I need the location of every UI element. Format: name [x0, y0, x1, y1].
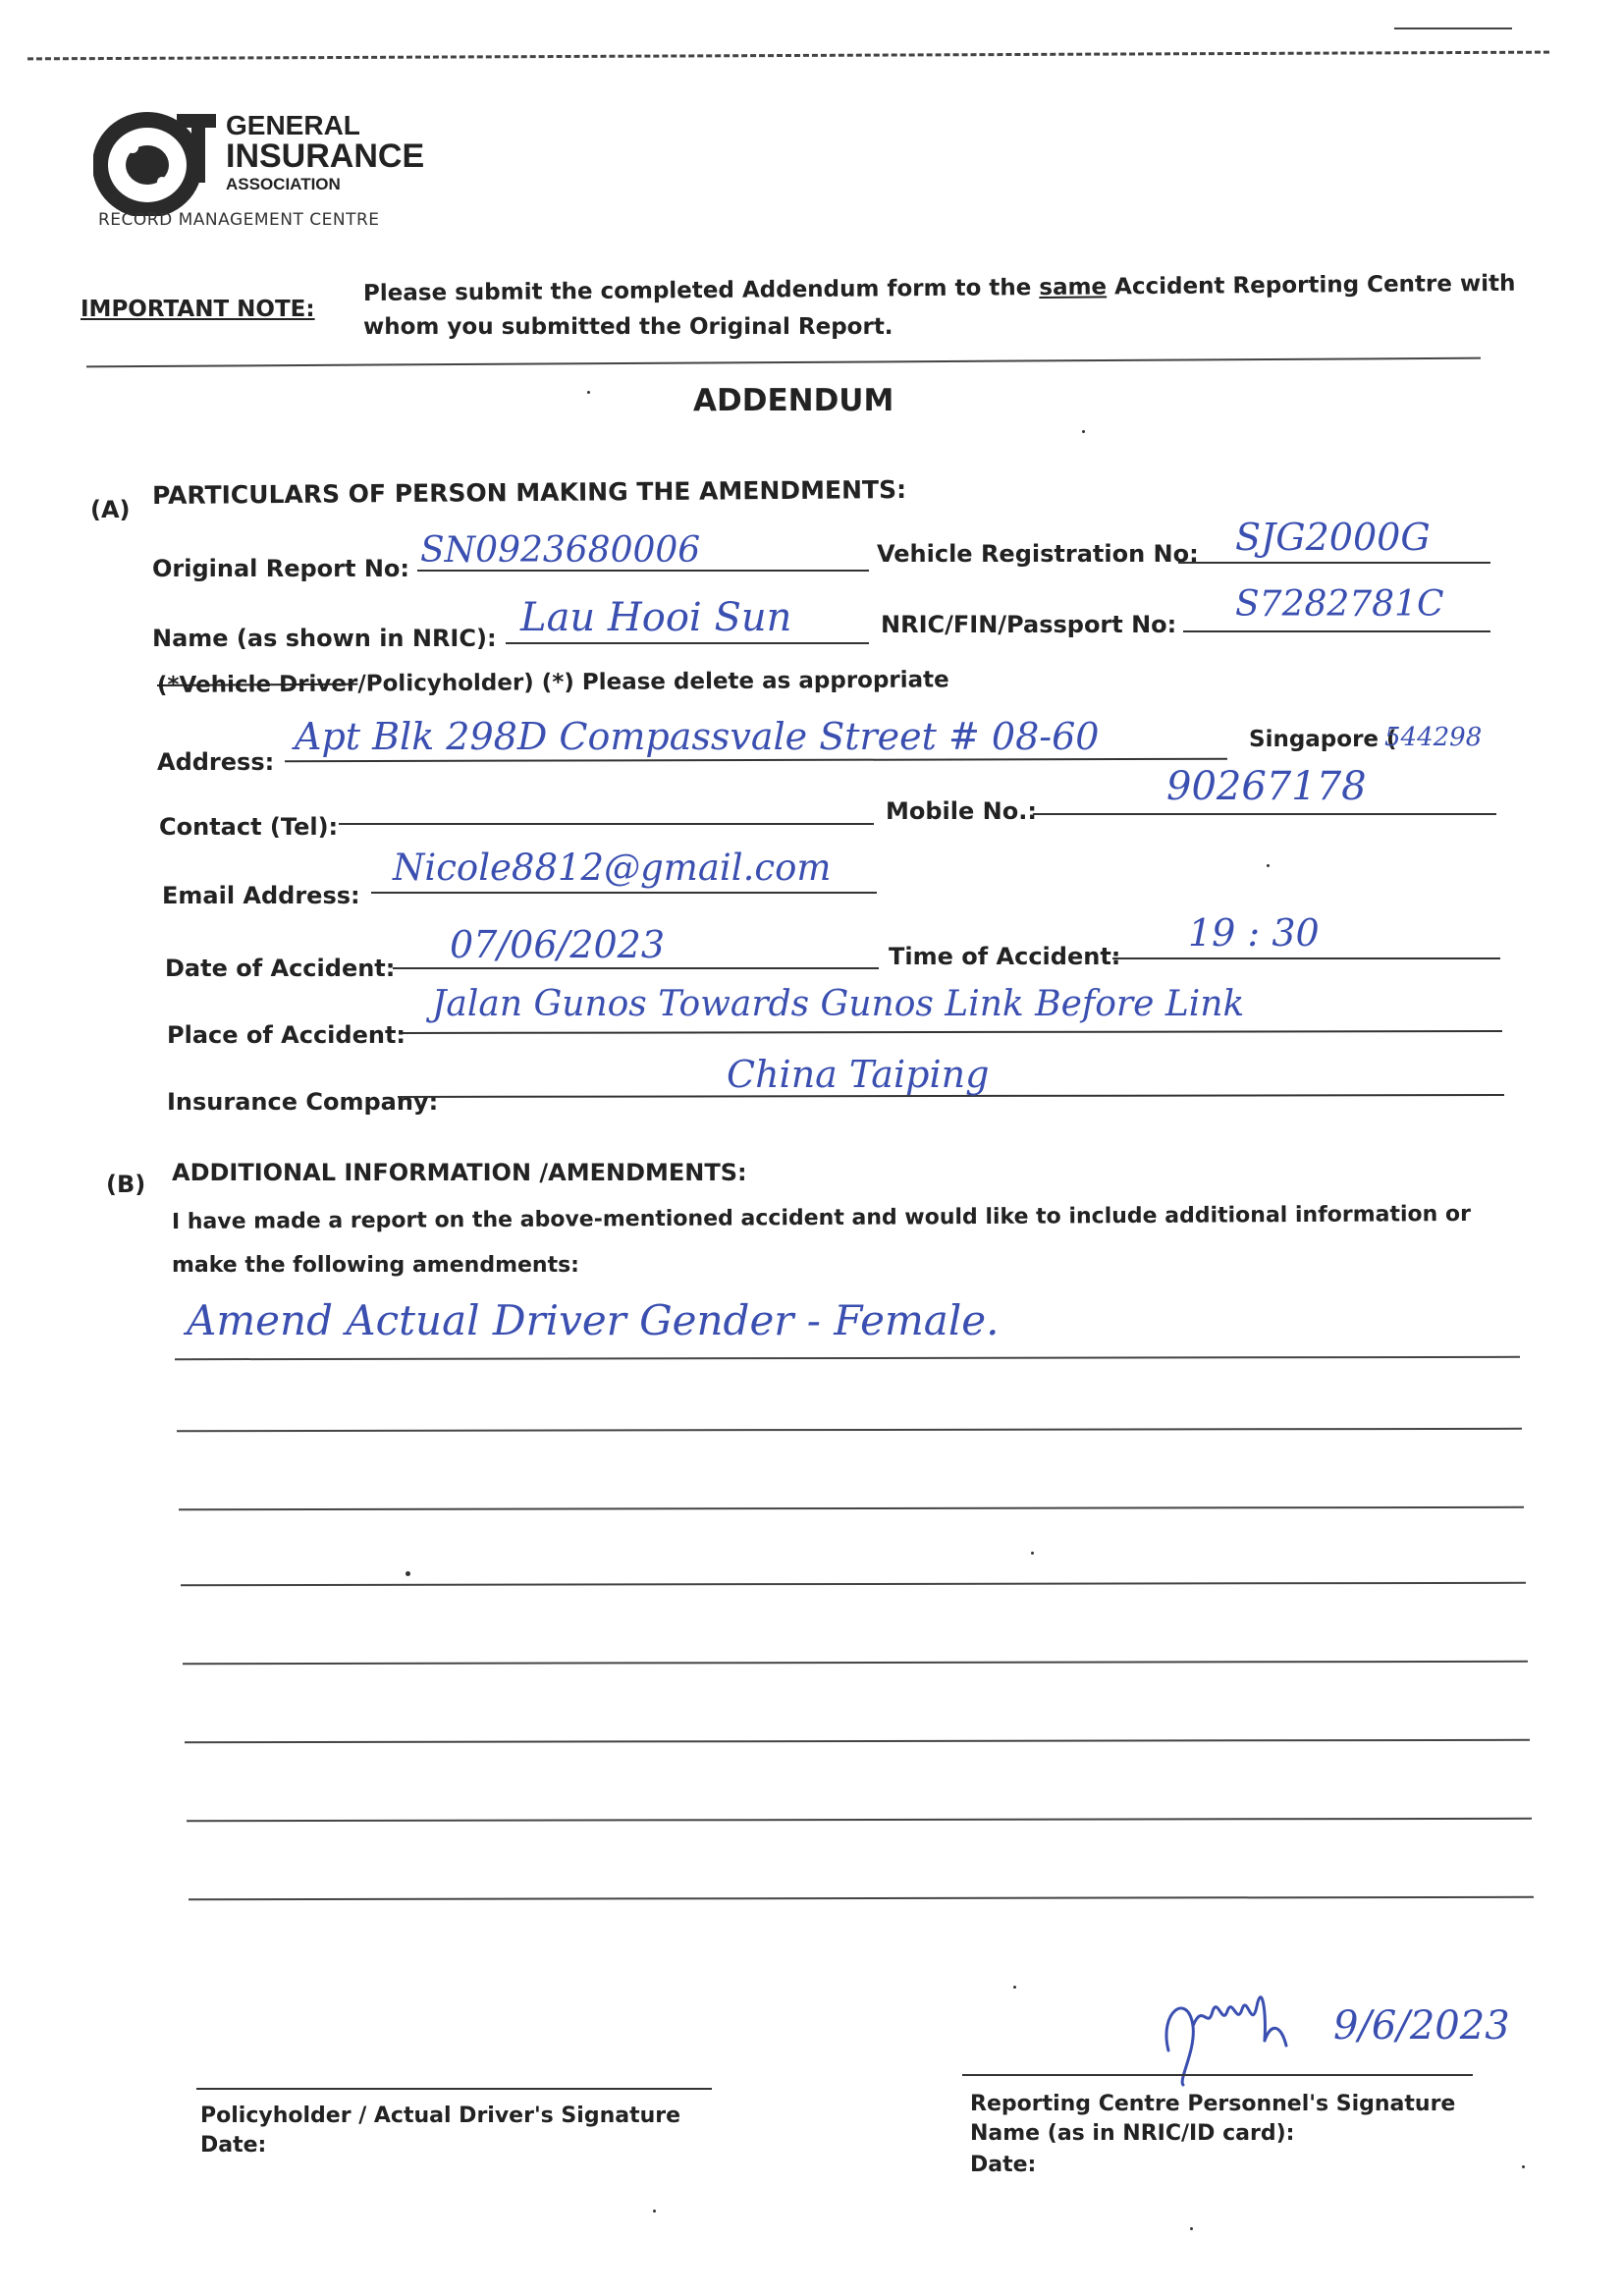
accident-date-value: 07/06/2023	[450, 923, 666, 966]
handwritten-signature	[1149, 1972, 1345, 2090]
accident-place-label: Place of Accident:	[167, 1021, 406, 1049]
section-a-heading: PARTICULARS OF PERSON MAKING THE AMENDMENTS:	[151, 474, 907, 510]
singapore-label: Singapore (	[1249, 727, 1397, 752]
section-a-marker: (A)	[90, 496, 131, 523]
scan-speck	[1190, 2227, 1193, 2230]
section-b-heading: ADDITIONAL INFORMATION /AMENDMENTS:	[172, 1159, 747, 1186]
scan-speck	[1522, 2165, 1525, 2168]
accident-place-line	[403, 1030, 1502, 1034]
scan-edge-line	[1394, 27, 1512, 29]
contact-line	[339, 823, 874, 825]
mobile-line	[1033, 813, 1496, 815]
name-label: Name (as shown in NRIC):	[152, 625, 497, 652]
accident-date-label: Date of Accident:	[165, 955, 396, 982]
email-value: Nicole8812@gmail.com	[393, 847, 832, 889]
vehicle-reg-label: Vehicle Registration No:	[877, 540, 1199, 568]
logo-line2: INSURANCE	[226, 137, 425, 175]
personnel-date-label: Date:	[970, 2153, 1037, 2177]
amendment-line	[181, 1582, 1526, 1586]
gia-emblem-icon	[93, 108, 221, 216]
important-note-text	[363, 271, 1516, 306]
important-note-line2: whom you submitted the Original Report.	[363, 314, 893, 340]
signature-date-value: 9/6/2023	[1333, 2003, 1510, 2049]
role-rest-text: /Policyholder) (*) Please delete as appropriate	[357, 667, 949, 697]
scan-speck	[1267, 864, 1270, 867]
amendment-line	[177, 1428, 1522, 1432]
name-value: Lau Hooi Sun	[520, 595, 792, 640]
mobile-value: 90267178	[1166, 764, 1367, 809]
vehicle-reg-value: SJG2000G	[1235, 516, 1431, 559]
amendment-line	[175, 1356, 1520, 1360]
policyholder-date-label: Date:	[200, 2133, 267, 2158]
amendment-line	[185, 1739, 1530, 1743]
original-report-value: SN0923680006	[420, 530, 701, 571]
personnel-name-label: Name (as in NRIC/ID card):	[970, 2121, 1295, 2146]
vehicle-reg-line	[1178, 562, 1490, 564]
amendment-line	[179, 1506, 1524, 1510]
role-struck-text: (*Vehicle Driver	[156, 671, 358, 698]
name-line	[506, 642, 869, 644]
amendment-line	[187, 1818, 1532, 1822]
nric-value: S7282781C	[1235, 584, 1444, 625]
address-value: Apt Blk 298D Compassvale Street # 08-60	[295, 715, 1100, 758]
postal-value: 544298	[1384, 723, 1483, 752]
nric-label: NRIC/FIN/Passport No:	[881, 611, 1177, 638]
address-label: Address:	[157, 748, 275, 776]
personnel-signature-line	[962, 2074, 1473, 2076]
note-text-same: same	[1039, 274, 1108, 301]
logo-line3: ASSOCIATION	[226, 175, 341, 193]
gia-logo	[93, 108, 425, 226]
policyholder-signature-line	[196, 2088, 712, 2090]
email-label: Email Address:	[162, 882, 360, 909]
note-text-before: Please submit the completed Addendum form to the	[362, 274, 1040, 306]
section-b-marker: (B)	[106, 1171, 146, 1198]
scan-speck	[653, 2210, 656, 2213]
amendment-text: Amend Actual Driver Gender - Female.	[187, 1296, 1000, 1344]
logo-line1: GENERAL	[226, 110, 360, 140]
insurance-label: Insurance Company:	[167, 1088, 439, 1116]
scan-speck	[1031, 1552, 1034, 1555]
scan-speck	[1013, 1986, 1016, 1989]
scan-edge-line	[27, 51, 1549, 61]
logo-subtitle: RECORD MANAGEMENT CENTRE	[98, 210, 380, 230]
section-b-intro-line1: I have made a report on the above-mentioned accident and would like to include additional information or	[171, 1201, 1471, 1234]
policyholder-signature-label: Policyholder / Actual Driver's Signature	[200, 2104, 681, 2128]
important-note-label: IMPORTANT NOTE:	[81, 297, 315, 322]
section-b-intro-line2: make the following amendments:	[172, 1253, 579, 1278]
amendment-line	[189, 1896, 1534, 1900]
contact-label: Contact (Tel):	[159, 813, 339, 841]
nric-line	[1183, 630, 1490, 632]
page-title: ADDENDUM	[693, 383, 894, 418]
mobile-label: Mobile No.:	[886, 797, 1037, 825]
original-report-label: Original Report No:	[152, 555, 409, 582]
scan-speck	[1082, 430, 1085, 433]
accident-time-line	[1112, 957, 1500, 959]
scan-speck	[587, 391, 590, 394]
address-line	[285, 758, 1227, 763]
note-text-after: Accident Reporting Centre with	[1106, 270, 1516, 301]
amendment-line	[183, 1661, 1528, 1665]
role-line	[157, 667, 949, 698]
accident-time-label: Time of Accident:	[889, 943, 1121, 970]
scan-speck	[406, 1571, 410, 1576]
accident-time-value: 19 : 30	[1188, 911, 1320, 955]
personnel-signature-label: Reporting Centre Personnel's Signature	[970, 2092, 1456, 2116]
accident-place-value: Jalan Gunos Towards Gunos Link Before Link	[432, 984, 1245, 1024]
email-line	[371, 892, 877, 894]
accident-date-line	[393, 967, 879, 969]
insurance-value: China Taiping	[727, 1053, 990, 1096]
header-divider	[86, 357, 1481, 368]
